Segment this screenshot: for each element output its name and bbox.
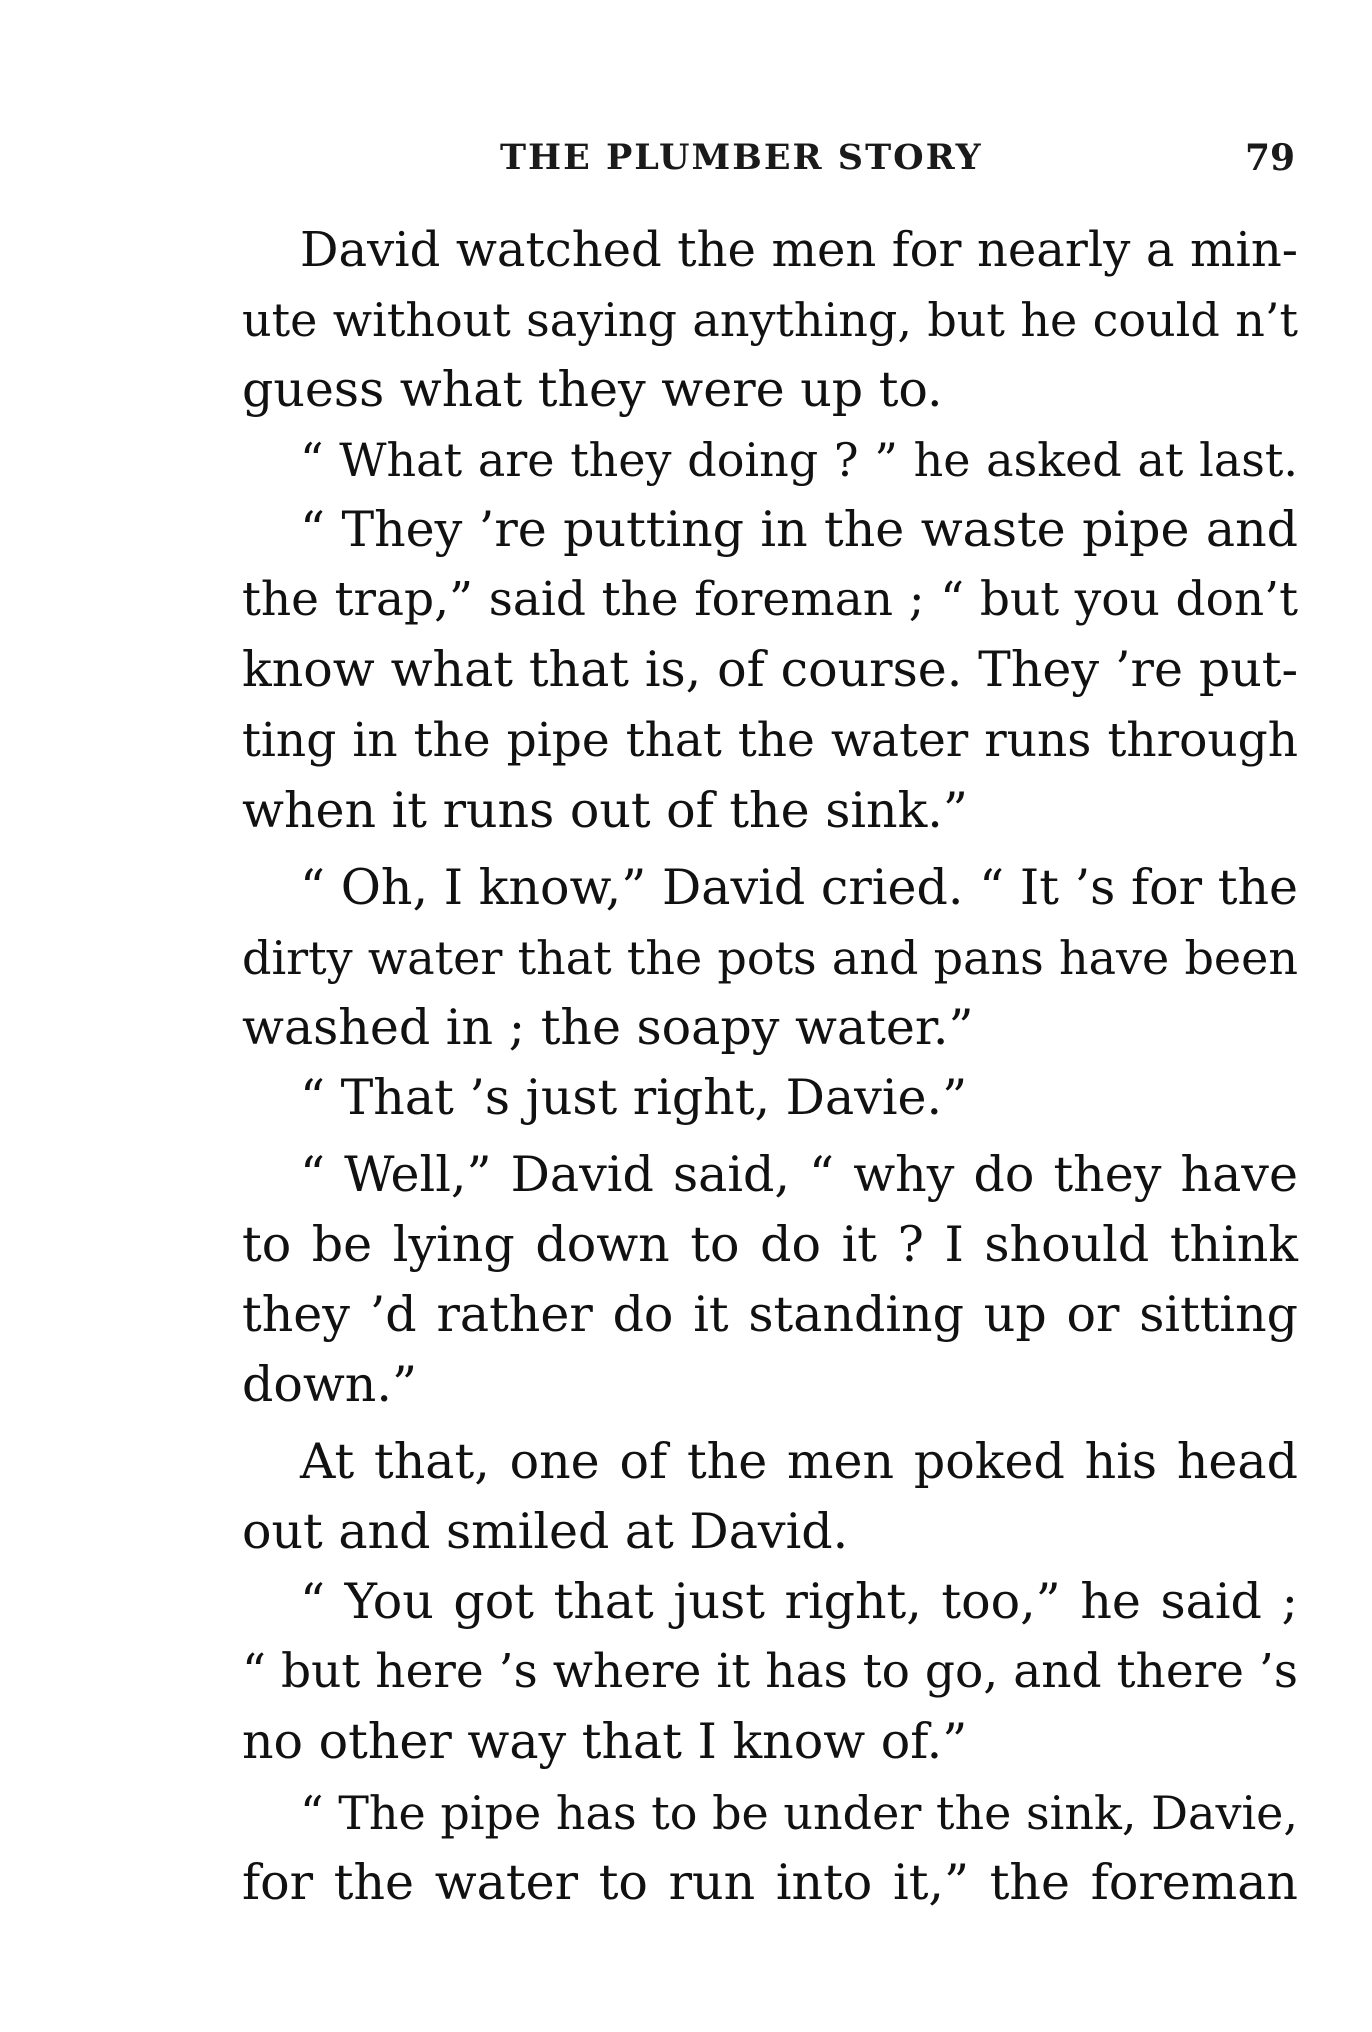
text-line: “ They ’re putting in the waste pipe and: [300, 501, 1298, 558]
text-line: out and smiled at David.: [242, 1503, 849, 1560]
text-line: they ’d rather do it standing up or sitting: [242, 1286, 1298, 1343]
text-line: for the water to run into it,” the foreman: [242, 1854, 1298, 1911]
text-line: when it runs out of the sink.”: [242, 782, 968, 839]
text-line: “ You got that just right, too,” he said ;: [300, 1573, 1298, 1630]
text-line: “ The pipe has to be under the sink, Davie,: [300, 1786, 1298, 1840]
text-line: down.”: [242, 1356, 417, 1413]
text-line: ute without saying anything, but he could n’t: [242, 293, 1298, 347]
text-line: “ What are they doing ? ” he asked at last.: [300, 433, 1298, 487]
text-line: “ That ’s just right, Davie.”: [300, 1069, 968, 1126]
running-title: THE PLUMBER STORY: [500, 137, 983, 178]
text-line: “ Oh, I know,” David cried. “ It ’s for the: [300, 859, 1298, 916]
text-line: “ Well,” David said, “ why do they have: [300, 1146, 1298, 1203]
page-number: 79: [1245, 137, 1296, 179]
text-line: At that, one of the men poked his head: [300, 1433, 1298, 1490]
text-line: ting in the pipe that the water runs through: [242, 713, 1298, 768]
text-line: know what that is, of course. They ’re put-: [242, 641, 1298, 698]
text-line: guess what they were up to.: [242, 361, 943, 418]
text-line: to be lying down to do it ? I should think: [242, 1216, 1298, 1273]
text-line: “ but here ’s where it has to go, and there ’s: [242, 1644, 1298, 1699]
text-line: David watched the men for nearly a min-: [300, 222, 1298, 278]
text-line: the trap,” said the foreman ; “ but you don’t: [242, 572, 1298, 627]
text-line: dirty water that the pots and pans have been: [242, 931, 1298, 985]
text-line: washed in ; the soapy water.”: [242, 999, 974, 1056]
text-line: no other way that I know of.”: [242, 1713, 968, 1770]
